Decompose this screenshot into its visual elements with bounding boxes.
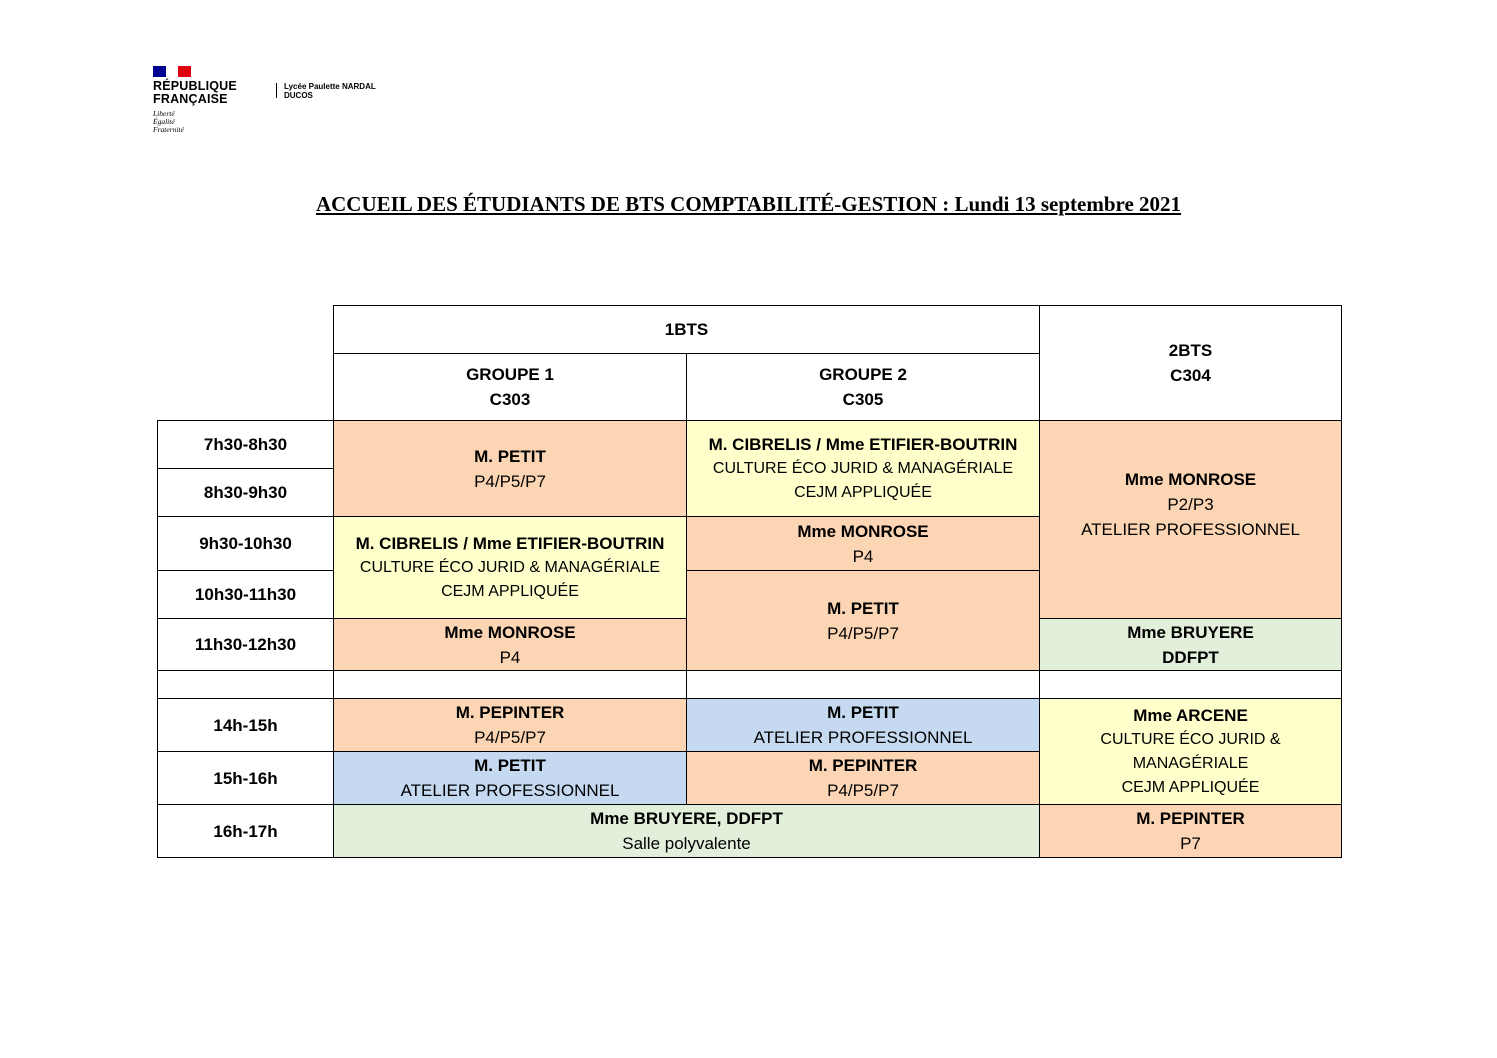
republique-line1: RÉPUBLIQUE	[153, 79, 237, 93]
document-title-text: ACCUEIL DES ÉTUDIANTS DE BTS COMPTABILITÉ-GESTION : Lundi 13 septembre 2021	[315, 192, 1182, 216]
lycee-line1: Lycée Paulette NARDAL	[284, 82, 376, 91]
slot-detail: P4/P5/P7	[827, 781, 899, 800]
motto-liberte: Liberté	[153, 109, 175, 118]
lycee-name	[284, 82, 376, 100]
teacher-name: M. PETIT	[474, 446, 546, 466]
slot-g2-monrose	[687, 517, 1040, 571]
teacher-name: Mme MONROSE	[444, 622, 576, 642]
slot-detail: P4	[499, 647, 521, 667]
slot-detail: ATELIER PROFESSIONNEL	[400, 781, 620, 800]
empty-cell	[1040, 671, 1342, 699]
slot-detail: MANAGÉRIALE	[1132, 755, 1249, 772]
time-slot: 14h-15h	[158, 699, 334, 752]
header-groupe-1	[334, 354, 687, 421]
groupe-2-room: C305	[842, 390, 884, 409]
republique-flag-logo	[153, 66, 191, 77]
header-2bts-label: 2BTS	[1168, 341, 1213, 360]
teacher-name: M. CIBRELIS / Mme ETIFIER-BOUTRIN	[708, 435, 1018, 454]
slot-g2-petit-atelier	[687, 699, 1040, 752]
teacher-name: Mme BRUYERE, DDFPT	[590, 809, 783, 828]
schedule-table	[157, 305, 1342, 858]
time-slot: 9h30-10h30	[158, 517, 334, 571]
document-title	[0, 192, 1497, 217]
slot-detail: DDFPT	[1162, 647, 1219, 667]
slot-g2-pepinter	[687, 752, 1040, 805]
slot-detail: P7	[1180, 834, 1201, 853]
slot-g1-petit	[334, 421, 687, 517]
republique-line2: FRANÇAISE	[153, 92, 228, 106]
slot-g1-pepinter	[334, 699, 687, 752]
slot-2bts-arcene	[1040, 699, 1342, 805]
slot-detail: Salle polyvalente	[622, 834, 751, 853]
slot-detail: CEJM APPLIQUÉE	[794, 484, 932, 501]
groupe-2-label: GROUPE 2	[819, 365, 907, 384]
motto-egalite: Égalité	[153, 117, 175, 126]
slot-detail: CEJM APPLIQUÉE	[1121, 779, 1260, 796]
logo-separator	[276, 83, 277, 98]
teacher-name: M. PETIT	[827, 598, 899, 618]
groupe-1-label: GROUPE 1	[466, 365, 554, 384]
slot-2bts-monrose	[1040, 421, 1342, 619]
slot-g1-petit-atelier	[334, 752, 687, 805]
time-slot: 16h-17h	[158, 805, 334, 858]
slot-g1-monrose	[334, 619, 687, 671]
slot-detail: CEJM APPLIQUÉE	[441, 583, 579, 600]
header-1bts: 1BTS	[334, 306, 1040, 354]
time-slot: 11h30-12h30	[158, 619, 334, 671]
empty-cell	[334, 671, 687, 699]
teacher-name: M. PETIT	[827, 703, 899, 722]
teacher-name: M. PEPINTER	[455, 703, 565, 722]
slot-g2-petit	[687, 571, 1040, 671]
teacher-name: M. CIBRELIS / Mme ETIFIER-BOUTRIN	[355, 534, 665, 553]
slot-detail: P2/P3	[1167, 495, 1214, 514]
slot-detail: P4/P5/P7	[474, 728, 546, 747]
groupe-1-room: C303	[489, 390, 531, 409]
time-slot: 7h30-8h30	[158, 421, 334, 469]
lycee-line2: DUCOS	[284, 91, 313, 100]
slot-2bts-bruyere	[1040, 619, 1342, 671]
slot-g1-cejm	[334, 517, 687, 619]
empty-corner-cell	[158, 306, 334, 421]
time-slot-empty	[158, 671, 334, 699]
slot-2bts-pepinter	[1040, 805, 1342, 858]
slot-detail: ATELIER PROFESSIONNEL	[1081, 520, 1300, 539]
time-slot: 8h30-9h30	[158, 469, 334, 517]
spacer	[1044, 542, 1337, 572]
teacher-name: M. PEPINTER	[1136, 809, 1245, 828]
slot-1bts-bruyere	[334, 805, 1040, 858]
slot-detail: ATELIER PROFESSIONNEL	[753, 728, 973, 747]
time-slot: 15h-16h	[158, 752, 334, 805]
teacher-name: M. PEPINTER	[808, 756, 918, 775]
teacher-name: Mme ARCENE	[1133, 706, 1248, 725]
teacher-name: M. PETIT	[474, 756, 546, 775]
slot-detail: P4	[852, 546, 874, 566]
header-groupe-2	[687, 354, 1040, 421]
slot-detail: CULTURE ÉCO JURID &	[1100, 731, 1281, 748]
teacher-name: Mme BRUYERE	[1127, 622, 1254, 642]
slot-detail: P4/P5/P7	[827, 623, 899, 643]
header-2bts-room: C304	[1170, 366, 1211, 385]
time-slot: 10h30-11h30	[158, 571, 334, 619]
motto-fraternite: Fraternité	[153, 125, 184, 134]
empty-cell	[687, 671, 1040, 699]
slot-detail: P4/P5/P7	[474, 471, 546, 491]
slot-g2-cejm	[687, 421, 1040, 517]
teacher-name: Mme MONROSE	[1124, 470, 1257, 489]
slot-detail: CULTURE ÉCO JURID & MANAGÉRIALE	[359, 559, 661, 576]
header-2bts	[1040, 306, 1342, 421]
republique-francaise-wordmark	[153, 80, 237, 106]
slot-detail: CULTURE ÉCO JURID & MANAGÉRIALE	[712, 460, 1014, 477]
teacher-name: Mme MONROSE	[797, 521, 929, 541]
republique-motto	[153, 110, 184, 134]
